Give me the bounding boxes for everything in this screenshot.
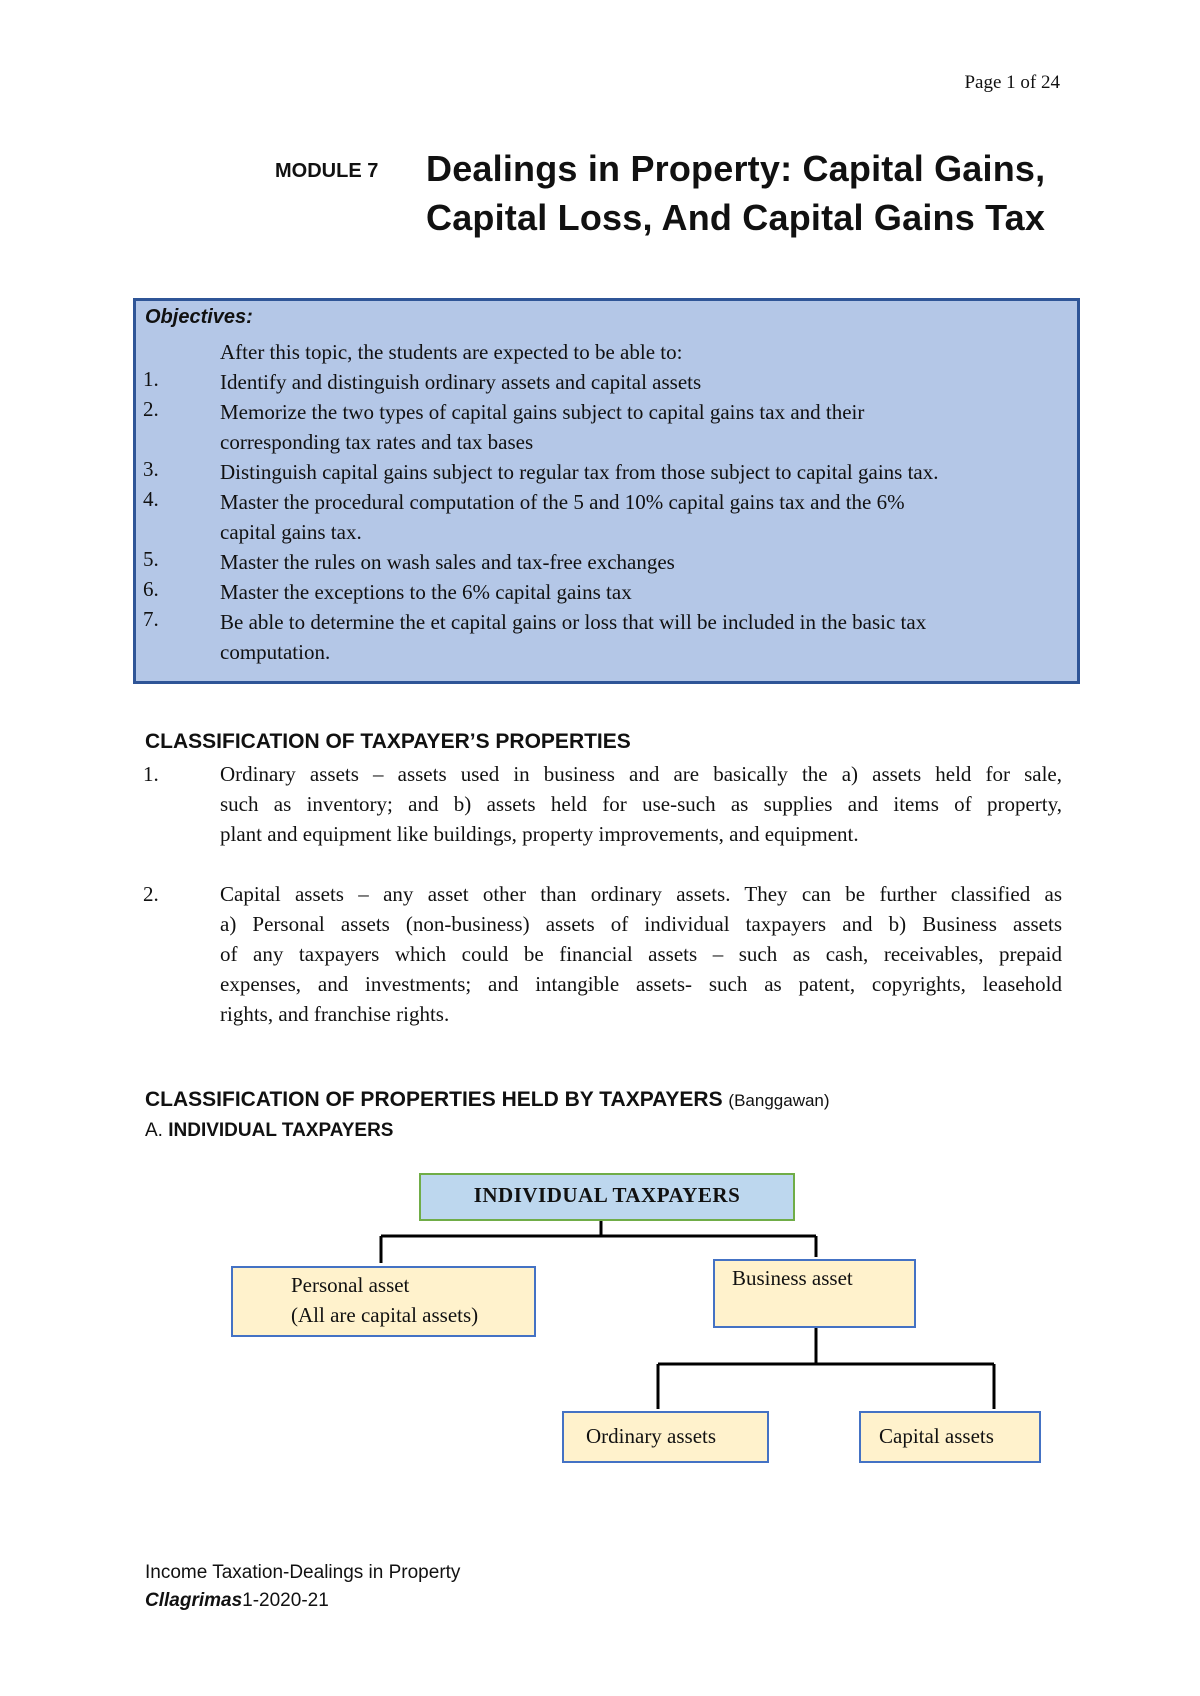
paragraph-line: such as inventory; and b) assets held for use-such as supplies and items of property,	[220, 792, 1062, 816]
objective-number: 6.	[143, 577, 159, 601]
objective-number: 4.	[143, 487, 159, 511]
list-number: 1.	[143, 762, 159, 786]
objective-text: computation.	[220, 640, 331, 664]
objective-text: Distinguish capital gains subject to regular tax from those subject to capital gains tax.	[220, 460, 939, 484]
paragraph-line: Capital assets – any asset other than ordinary assets. They can be further classified as	[220, 882, 1062, 906]
footer-course: Income Taxation-Dealings in Property	[145, 1562, 461, 1583]
diagram-node-capital-assets	[859, 1411, 1041, 1463]
objective-number: 3.	[143, 457, 159, 481]
objective-text: Be able to determine the et capital gains or loss that will be included in the basic tax	[220, 610, 927, 634]
diagram-node-individual-taxpayers: INDIVIDUAL TAXPAYERS	[419, 1173, 795, 1221]
objective-number: 2.	[143, 397, 159, 421]
paragraph-line: expenses, and investments; and intangible assets- such as patent, copyrights, leasehold	[220, 972, 1062, 996]
subheading-text: INDIVIDUAL TAXPAYERS	[168, 1120, 394, 1141]
objective-number: 7.	[143, 607, 159, 631]
objective-text: Master the rules on wash sales and tax-free exchanges	[220, 550, 675, 574]
diagram-node-ordinary-assets	[562, 1411, 769, 1463]
objective-text: Master the exceptions to the 6% capital gains tax	[220, 580, 632, 604]
objective-text: capital gains tax.	[220, 520, 362, 544]
page-number: Page 1 of 24	[964, 72, 1060, 93]
objective-number: 1.	[143, 367, 159, 391]
subheading-letter: A.	[145, 1120, 163, 1141]
node-label: Ordinary assets	[586, 1424, 717, 1448]
node-label: Personal asset	[291, 1273, 410, 1297]
objective-number: 5.	[143, 547, 159, 571]
list-number: 2.	[143, 882, 159, 906]
objective-text: Master the procedural computation of the 5 and 10% capital gains tax and the 6%	[220, 490, 905, 514]
objective-text: corresponding tax rates and tax bases	[220, 430, 534, 454]
paragraph-line: a) Personal assets (non-business) assets of individual taxpayers and b) Business assets	[220, 912, 1062, 936]
node-label: (All are capital assets)	[291, 1303, 479, 1327]
objectives-intro: After this topic, the students are expected to be able to:	[220, 340, 683, 364]
footer-author-line	[145, 1590, 329, 1612]
paragraph-line: of any taxpayers which could be financial assets – such as cash, receivables, prepaid	[220, 942, 1062, 966]
footer-author: Cllagrimas	[145, 1590, 243, 1611]
section-heading-text: CLASSIFICATION OF PROPERTIES HELD BY TAXPAYERS	[145, 1088, 723, 1111]
objective-text: Identify and distinguish ordinary assets and capital assets	[220, 370, 702, 394]
section-heading-classification: CLASSIFICATION OF TAXPAYER’S PROPERTIES	[145, 730, 631, 753]
page-title-line-1: Dealings in Property: Capital Gains,	[426, 148, 1046, 189]
module-label: MODULE 7	[275, 160, 379, 182]
source-citation: (Banggawan)	[728, 1091, 830, 1110]
paragraph-line: Ordinary assets – assets used in business and are basically the a) assets held for sale,	[220, 762, 1062, 786]
node-label: Capital assets	[879, 1424, 994, 1448]
paragraph-line: rights, and franchise rights.	[220, 1002, 450, 1026]
page-title-line-2: Capital Loss, And Capital Gains Tax	[426, 197, 1046, 238]
objectives-heading: Objectives:	[145, 306, 253, 328]
paragraph-line: plant and equipment like buildings, property improvements, and equipment.	[220, 822, 859, 846]
diagram-node-business-asset	[713, 1259, 916, 1328]
node-label: Business asset	[732, 1266, 853, 1290]
diagram-node-personal-asset	[231, 1266, 536, 1337]
objective-text: Memorize the two types of capital gains subject to capital gains tax and their	[220, 400, 865, 424]
footer-code: 1-2020-21	[242, 1590, 329, 1611]
